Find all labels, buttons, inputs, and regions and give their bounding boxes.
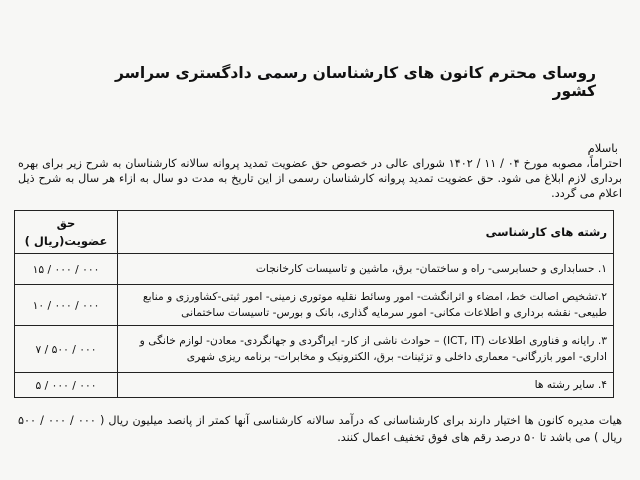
table-row (15, 285, 614, 326)
field-column-header: رشته های کارشناسی (118, 211, 614, 254)
membership-fee-table (14, 210, 614, 398)
field-cell: ۴. سایر رشته ها (118, 373, 614, 398)
fee-cell: ۱۵ / ۰۰۰ / ۰۰۰ (15, 254, 118, 285)
field-cell: ۳. رایانه و فناوری اطلاعات (ICT, IT) – حوادث ناشی از کار- ایراگردی و جهانگردی- معادن- لوازم خانگی و اداری- امور بازرگانی- معماری داخلی و تزئینات- برق، الکترونیک و مخابرات- برنامه ریزی شهری (118, 326, 614, 373)
table-row (15, 254, 614, 285)
table-header-row (15, 211, 614, 254)
field-cell: ۱. حسابداری و حسابرسی- راه و ساختمان- برق، ماشین و تاسیسات کارخانجات (118, 254, 614, 285)
letter-title: روسای محترم کانون های کارشناسان رسمی دادگستری سراسر کشور (114, 64, 596, 100)
greeting: باسلام (587, 141, 618, 155)
table-row (15, 326, 614, 373)
field-cell: ۲.تشخیص اصالت خط، امضاء و اثرانگشت- امور وسائط نقلیه موتوری زمینی- امور ثبتی-کشاورزی و منابع طبیعی- نقشه برداری و اطلاعات مکانی- امور سرمایه گذاری، بانک و بورس- تاسیسات ساختمانی (118, 285, 614, 326)
fee-cell: ۱۰ / ۰۰۰ / ۰۰۰ (15, 285, 118, 326)
fee-cell: ۵ / ۰۰۰ / ۰۰۰ (15, 373, 118, 398)
fee-cell: ۷ / ۵۰۰ / ۰۰۰ (15, 326, 118, 373)
discount-note: هیات مدیره کانون ها اختیار دارند برای کارشناسانی که درآمد سالانه کارشناسی آنها کمتر از پانصد میلیون ریال ( ۰۰۰ / ۰۰۰ / ۵۰۰ ریال ) می باشد تا ۵۰ درصد رقم های فوق تخفیف اعمال کنند. (18, 414, 622, 444)
fee-column-header: حق عضویت(ریال ) (15, 211, 118, 254)
intro-paragraph: احتراماً، مصوبه مورخ ۰۴ / ۱۱ / ۱۴۰۲ شورای عالی در خصوص حق عضویت تمدید پروانه سالانه کارشناسان به شرح زیر برای بهره برداری لازم ابلاغ می شود. حق عضویت تمدید پروانه کارشناسان رسمی از این تاریخ به مدت دو سال به ازاء هر سال به شرح ذیل اعلام می گردد. (18, 157, 622, 200)
table-row (15, 373, 614, 398)
